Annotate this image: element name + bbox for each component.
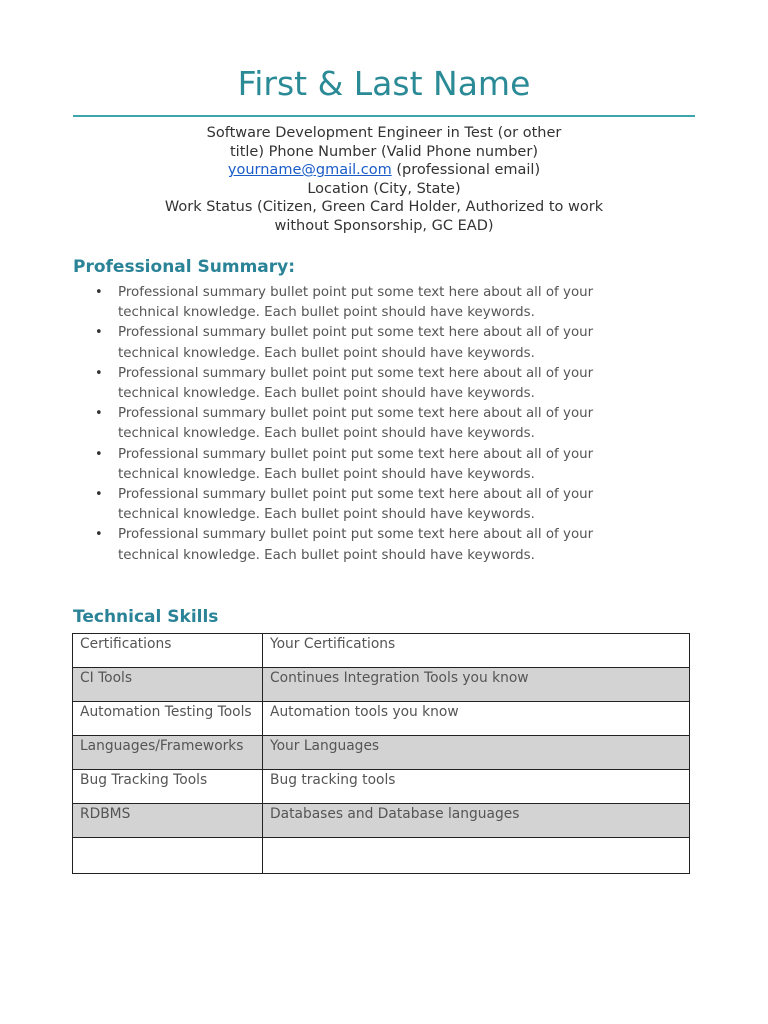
- skill-category-cell: Languages/Frameworks: [73, 736, 263, 770]
- summary-bullet-text: Professional summary bullet point put some text here about all of your technical knowledge. Each bullet point should have keywords.: [118, 487, 594, 523]
- contact-block: [120, 124, 648, 235]
- skill-value-cell: Bug tracking tools: [263, 770, 690, 804]
- table-row: [73, 736, 690, 770]
- summary-bullet-item: [90, 485, 650, 525]
- skill-value-cell: [263, 838, 690, 874]
- summary-bullet-item: [90, 404, 650, 444]
- table-row: [73, 804, 690, 838]
- skill-category-cell: Certifications: [73, 634, 263, 668]
- bullet-icon: •: [95, 487, 103, 503]
- email-suffix: (professional email): [391, 162, 541, 178]
- table-row: [73, 668, 690, 702]
- skills-table: [72, 633, 690, 874]
- summary-bullet-text: Professional summary bullet point put some text here about all of your technical knowledge. Each bullet point should have keywords.: [118, 285, 594, 321]
- bullet-icon: •: [95, 365, 103, 381]
- skill-category-cell: RDBMS: [73, 804, 263, 838]
- summary-bullet-text: Professional summary bullet point put some text here about all of your technical knowledge. Each bullet point should have keywords.: [118, 527, 594, 563]
- table-row: [73, 838, 690, 874]
- summary-bullet-text: Professional summary bullet point put some text here about all of your technical knowledge. Each bullet point should have keywords.: [118, 325, 594, 361]
- skill-value-cell: Your Certifications: [263, 634, 690, 668]
- summary-bullet-item: [90, 283, 650, 323]
- skill-category-cell: [73, 838, 263, 874]
- summary-bullet-text: Professional summary bullet point put some text here about all of your technical knowledge. Each bullet point should have keywords.: [118, 446, 594, 482]
- contact-line-1: Software Development Engineer in Test (or other: [206, 125, 562, 141]
- bullet-icon: •: [95, 285, 103, 300]
- table-row: [73, 634, 690, 668]
- skill-value-cell: Continues Integration Tools you know: [263, 668, 690, 702]
- skill-value-cell: Your Languages: [263, 736, 690, 770]
- summary-bullet-item: [90, 364, 650, 404]
- name-divider: [73, 115, 695, 117]
- skill-value-cell: Automation tools you know: [263, 702, 690, 736]
- email-link[interactable]: yourname@gmail.com: [227, 162, 392, 178]
- table-row: [73, 770, 690, 804]
- summary-list: [90, 283, 650, 566]
- summary-heading: Professional Summary:: [73, 257, 296, 277]
- skill-value-cell: Databases and Database languages: [263, 804, 690, 838]
- bullet-icon: •: [95, 527, 103, 543]
- email-line: [120, 161, 648, 180]
- skills-heading: Technical Skills: [73, 607, 219, 627]
- summary-bullet-item: [90, 323, 650, 363]
- skill-category-cell: CI Tools: [73, 668, 263, 702]
- summary-bullet-item: [90, 445, 650, 485]
- location: Location (City, State): [307, 180, 461, 197]
- table-row: [73, 702, 690, 736]
- contact-line-2: title) Phone Number (Valid Phone number): [230, 143, 538, 160]
- bullet-icon: •: [95, 325, 103, 341]
- candidate-name: First & Last Name: [237, 64, 531, 103]
- work-status-line-2: without Sponsorship, GC EAD): [274, 217, 494, 234]
- bullet-icon: •: [95, 406, 103, 422]
- bullet-icon: •: [95, 446, 103, 462]
- summary-bullet-item: [90, 525, 650, 565]
- work-status-line-1: Work Status (Citizen, Green Card Holder, Authorized to work: [164, 199, 604, 215]
- skill-category-cell: Automation Testing Tools: [73, 702, 263, 736]
- summary-bullet-text: Professional summary bullet point put some text here about all of your technical knowledge. Each bullet point should have keywords.: [118, 406, 594, 442]
- summary-bullet-text: Professional summary bullet point put some text here about all of your technical knowledge. Each bullet point should have keywords.: [118, 365, 594, 402]
- skill-category-cell: Bug Tracking Tools: [73, 770, 263, 804]
